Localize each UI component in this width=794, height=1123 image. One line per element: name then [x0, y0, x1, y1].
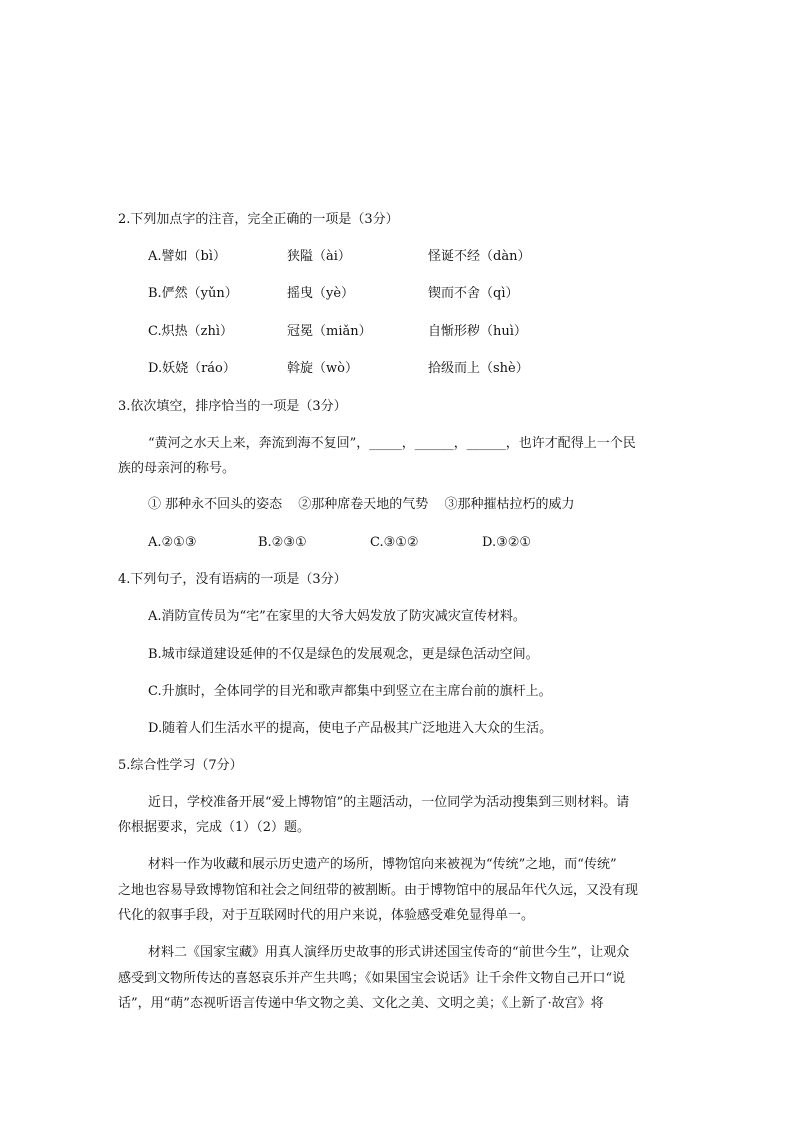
q3-stem-line-1: “黄河之水天上来，奔流到海不复回”，_____，______，______，也许才配得上一个民 [148, 436, 636, 451]
q2-option-b-3: 锲而不舍（qì） [428, 286, 519, 301]
q5-intro-line-1: 近日，学校准备开展“爱上博物馆”的主题活动，一位同学为活动搜集到三则材料。请 [148, 795, 630, 810]
q5-material-1-line-3: 代化的叙事手段，对于互联网时代的用户来说，体验感受难免显得单一。 [118, 908, 535, 923]
q5-material-2-line-1: 材料二《国家宝藏》用真人演绎历史故事的形式讲述国宝传奇的“前世今生”，让观众 [148, 945, 630, 960]
q3-items [148, 495, 586, 515]
q2-option-d-1: D.妖娆（ráo） [148, 361, 236, 376]
question-2-title: 2.下列加点字的注音，完全正确的一项是（3分） [118, 212, 399, 227]
q5-material-2-line-2: 感受到文物所传达的喜怒哀乐并产生共鸣；《如果国宝会说话》让千余件文物自己开口“说 [118, 971, 626, 986]
q2-option-b-1: B.俨然（yǔn） [148, 286, 238, 301]
q2-option-d-2: 斡旋（wò） [287, 361, 358, 376]
q3-stem-line-2: 族的母亲河的称号。 [118, 461, 236, 476]
q4-option-b: B.城市绿道建设延伸的不仅是绿色的发展观念，更是绿色活动空间。 [148, 647, 539, 662]
q5-material-2-line-3: 话”，用“萌”态视听语言传递中华文物之美、文化之美、文明之美；《上新了·故宫》将 [118, 996, 604, 1011]
question-3-title: 3.依次填空，排序恰当的一项是（3分） [118, 399, 347, 414]
q3-answer-d: D.③②① [482, 535, 532, 550]
q2-option-c-2: 冠冕（miǎn） [287, 324, 372, 339]
q3-answer-c: C.③①② [370, 535, 419, 550]
q2-option-d-3: 拾级而上（shè） [428, 361, 529, 376]
q5-material-1-line-1: 材料一作为收藏和展示历史遗产的场所，博物馆向来被视为“传统”之地，而“传统” [148, 857, 617, 872]
q4-option-a: A.消防宣传员为“宅”在家里的大爷大妈发放了防灾减灾宣传材料。 [148, 609, 526, 624]
q2-option-a-1: A.譬如（bì） [148, 249, 227, 264]
q3-item-1: ① 那种永不回头的姿态 [148, 497, 283, 512]
question-4-title: 4.下列句子，没有语病的一项是（3分） [118, 572, 347, 587]
q2-option-a-3: 怪诞不经（dàn） [428, 249, 531, 264]
q2-option-b-2: 摇曳（yè） [287, 286, 355, 301]
question-5-title: 5.综合性学习（7分） [118, 758, 243, 773]
q4-option-c: C.升旗时，全体同学的目光和歌声都集中到竖立在主席台前的旗杆上。 [148, 684, 552, 699]
q3-item-3: ③那种摧枯拉朽的威力 [444, 497, 575, 512]
q4-option-d: D.随着人们生活水平的提高，使电子产品极其广泛地进入大众的生活。 [148, 721, 553, 736]
q3-answer-b: B.②③① [258, 535, 307, 550]
q2-option-c-1: C.炽热（zhì） [148, 324, 233, 339]
q5-material-1-line-2: 之地也容易导致博物馆和社会之间纽带的被割断。由于博物馆中的展品年代久远，又没有现 [118, 883, 639, 898]
q2-option-a-2: 狭隘（ài） [287, 249, 351, 264]
q3-answer-a: A.②①③ [148, 535, 197, 550]
q2-option-c-3: 自惭形秽（huì） [428, 324, 527, 339]
q3-item-2: ②那种席卷天地的气势 [298, 497, 429, 512]
q5-intro-line-2: 你根据要求，完成（1）（2）题。 [118, 820, 311, 835]
